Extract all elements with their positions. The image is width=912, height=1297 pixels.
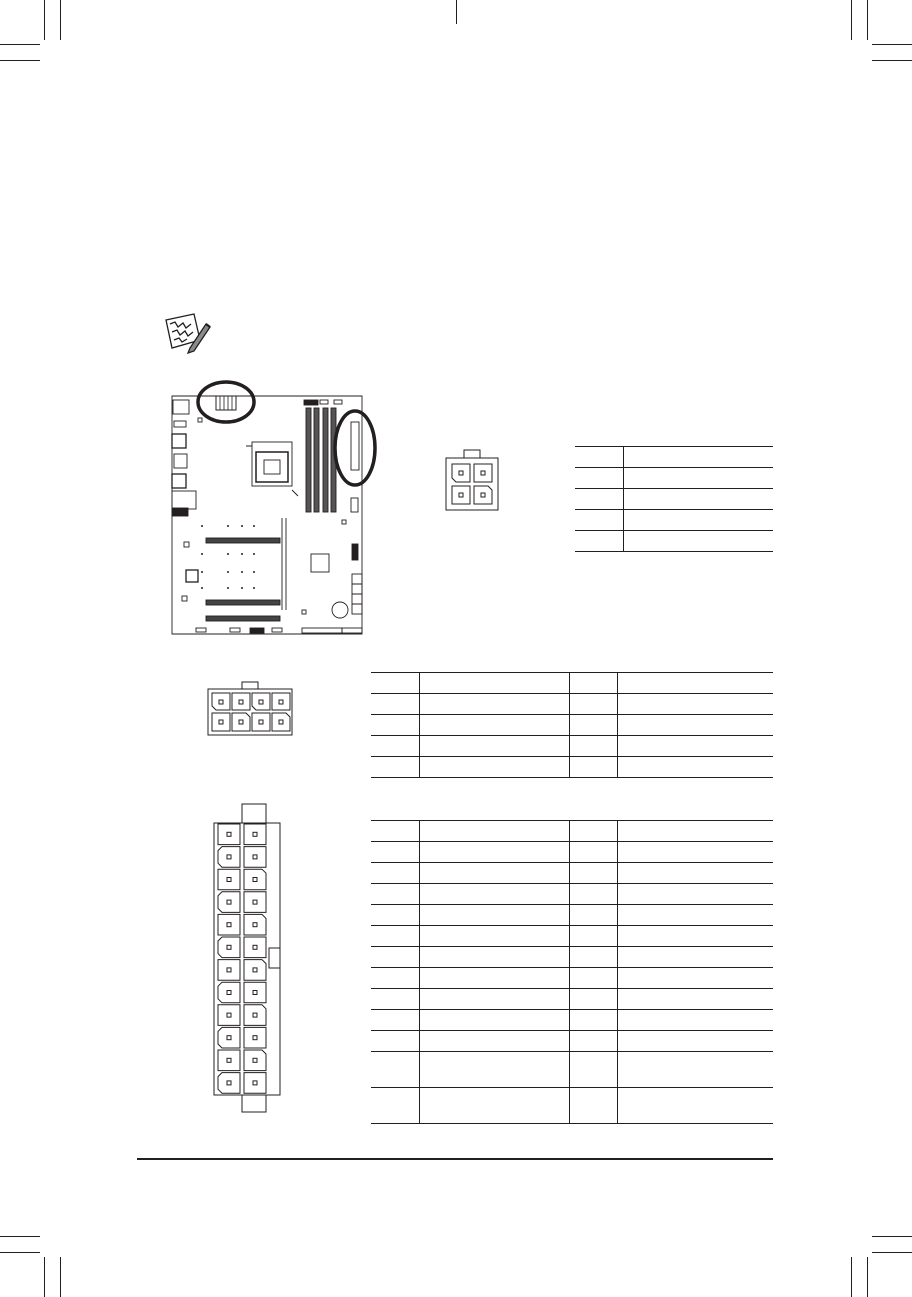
table-row: [371, 821, 773, 842]
connector-pin: [218, 960, 240, 981]
crop-mark-top-right-h: [872, 44, 912, 45]
connector-pin-contact: [253, 1081, 257, 1085]
connector-pin: [244, 824, 266, 845]
table-row: [371, 842, 773, 863]
table-row: [371, 1088, 773, 1124]
table-cell: [371, 1088, 419, 1124]
connector-pin: [244, 1073, 266, 1094]
table-cell: [371, 989, 419, 1010]
table-cell: [569, 989, 617, 1010]
table-cell: [575, 447, 623, 468]
table-cell: [419, 884, 569, 905]
table-cell: [371, 715, 419, 736]
note-pencil-icon: [160, 310, 212, 354]
table-cell: [371, 673, 419, 694]
connector-pin: [218, 937, 240, 958]
table-cell: [617, 1088, 773, 1124]
table-cell: [569, 1052, 617, 1088]
table-cell: [617, 1010, 773, 1031]
table-cell: [419, 989, 569, 1010]
connector-pin-contact: [253, 832, 257, 836]
table-cell: [419, 863, 569, 884]
table-cell: [617, 1031, 773, 1052]
table-cell: [623, 510, 773, 531]
table-cell: [569, 821, 617, 842]
crop-mark-top-left-h: [0, 44, 40, 45]
table-cell: [419, 1010, 569, 1031]
table-cell: [419, 842, 569, 863]
table-row: [371, 1052, 773, 1088]
table-cell: [419, 715, 569, 736]
table-cell: [371, 1052, 419, 1088]
table-row: [371, 757, 773, 778]
crop-mark-top-left-v: [44, 0, 45, 40]
table-cell: [569, 968, 617, 989]
table-cell: [419, 1088, 569, 1124]
connector-pin: [244, 1050, 266, 1071]
table-cell: [371, 736, 419, 757]
connector-pin-contact: [227, 1036, 231, 1040]
connector-pin-contact: [227, 1081, 231, 1085]
table-cell: [617, 926, 773, 947]
table-cell: [371, 842, 419, 863]
connector-pin: [218, 869, 240, 890]
connector-pin-contact: [227, 855, 231, 859]
table-row: [575, 531, 773, 552]
crop-mark-top-left-h2: [0, 60, 40, 61]
table-row: [575, 510, 773, 531]
atx-12v-2x4-connector-diagram: [206, 680, 296, 738]
connector-pin-contact: [253, 855, 257, 859]
table-row: [575, 468, 773, 489]
table-cell: [371, 694, 419, 715]
connector-pin: [244, 1027, 266, 1048]
table-cell: [617, 905, 773, 926]
connector-pin-contact: [253, 1036, 257, 1040]
table-cell: [419, 1031, 569, 1052]
connector-pin-contact: [253, 991, 257, 995]
crop-mark-bottom-left-v: [44, 1257, 45, 1297]
connector-pin: [218, 824, 240, 845]
connector-pin-contact: [227, 900, 231, 904]
table-cell: [623, 447, 773, 468]
table-cell: [371, 1010, 419, 1031]
table-cell: [617, 968, 773, 989]
table-cell: [569, 926, 617, 947]
table-cell: [419, 757, 569, 778]
table-cell: [569, 694, 617, 715]
table-cell: [371, 757, 419, 778]
table-row: [371, 989, 773, 1010]
table-cell: [575, 510, 623, 531]
connector-pin-contact: [227, 1058, 231, 1062]
table-cell: [419, 905, 569, 926]
table-cell: [419, 926, 569, 947]
table-cell: [419, 694, 569, 715]
crop-mark-bottom-left-v2: [60, 1257, 61, 1297]
pin-table-atx-12v-2x4: [371, 672, 773, 778]
connector-pin: [244, 914, 266, 935]
highlight-ellipse: [198, 382, 254, 422]
connector-pin: [218, 914, 240, 935]
connector-pin-contact: [253, 1058, 257, 1062]
table-cell: [419, 821, 569, 842]
table-cell: [623, 489, 773, 510]
table-row: [371, 673, 773, 694]
connector-pin: [218, 1073, 240, 1094]
table-cell: [617, 989, 773, 1010]
crop-mark-top-right-h2: [872, 60, 912, 61]
table-cell: [371, 968, 419, 989]
table-row: [371, 863, 773, 884]
table-cell: [617, 694, 773, 715]
connector-pin-contact: [227, 878, 231, 882]
connector-pin-contact: [227, 945, 231, 949]
table-cell: [569, 1010, 617, 1031]
connector-pin: [244, 960, 266, 981]
table-row: [371, 736, 773, 757]
table-cell: [371, 863, 419, 884]
table-cell: [569, 947, 617, 968]
table-cell: [371, 905, 419, 926]
table-cell: [575, 531, 623, 552]
connector-pin: [218, 1027, 240, 1048]
table-row: [371, 905, 773, 926]
atx-12v-2x2-connector-diagram: [444, 448, 500, 512]
connector-pin: [218, 1050, 240, 1071]
table-cell: [569, 673, 617, 694]
table-cell: [371, 884, 419, 905]
crop-mark-bottom-right-v2: [867, 1257, 868, 1297]
table-cell: [569, 1031, 617, 1052]
table-cell: [569, 715, 617, 736]
table-cell: [617, 673, 773, 694]
table-row: [575, 489, 773, 510]
crop-mark-bottom-right-v: [851, 1257, 852, 1297]
crop-mark-top-right-v: [851, 0, 852, 40]
table-cell: [617, 821, 773, 842]
crop-mark-top-left-v2: [60, 0, 61, 40]
connector-pin: [218, 982, 240, 1003]
connector-pin: [244, 982, 266, 1003]
connector-pin-contact: [253, 968, 257, 972]
connector-pin-contact: [253, 878, 257, 882]
table-cell: [617, 1052, 773, 1088]
table-row: [371, 1010, 773, 1031]
connector-pin-contact: [253, 1013, 257, 1017]
connector-pin: [244, 1005, 266, 1026]
table-cell: [569, 736, 617, 757]
table-cell: [371, 926, 419, 947]
table-cell: [419, 736, 569, 757]
pin-table-atx-2x12: [371, 820, 773, 1124]
connector-pin: [244, 937, 266, 958]
table-row: [371, 694, 773, 715]
table-row: [575, 447, 773, 468]
table-cell: [569, 1088, 617, 1124]
pin-table-atx-12v-2x2: [575, 446, 773, 552]
connector-pin-contact: [253, 900, 257, 904]
table-cell: [617, 863, 773, 884]
connector-pin: [244, 892, 266, 913]
crop-mark-top-right-v2: [867, 0, 868, 40]
atx-2x12-connector-diagram: [212, 802, 284, 1116]
crop-mark-top-center: [456, 0, 457, 24]
table-cell: [575, 468, 623, 489]
table-cell: [623, 468, 773, 489]
table-cell: [419, 947, 569, 968]
connector-pin-contact: [227, 923, 231, 927]
table-cell: [569, 757, 617, 778]
crop-mark-bottom-left-h2: [0, 1252, 40, 1253]
connector-pin-contact: [227, 1013, 231, 1017]
table-row: [371, 968, 773, 989]
connector-pin: [218, 847, 240, 868]
table-cell: [623, 531, 773, 552]
table-row: [371, 884, 773, 905]
table-cell: [371, 821, 419, 842]
crop-mark-bottom-right-h: [872, 1236, 912, 1237]
table-cell: [419, 968, 569, 989]
connector-pin: [218, 892, 240, 913]
connector-pin: [244, 847, 266, 868]
table-cell: [575, 489, 623, 510]
table-row: [371, 947, 773, 968]
connector-pin-contact: [253, 945, 257, 949]
crop-mark-bottom-left-h: [0, 1236, 40, 1237]
connector-pin: [218, 1005, 240, 1026]
table-cell: [617, 715, 773, 736]
connector-pin-contact: [227, 991, 231, 995]
table-cell: [617, 757, 773, 778]
table-row: [371, 1031, 773, 1052]
table-cell: [419, 1052, 569, 1088]
table-cell: [617, 736, 773, 757]
table-cell: [569, 905, 617, 926]
table-cell: [617, 884, 773, 905]
connector-pin-contact: [253, 923, 257, 927]
table-cell: [371, 1031, 419, 1052]
footer-rule: [137, 1158, 773, 1160]
motherboard-layout-diagram: [158, 378, 384, 640]
table-row: [371, 715, 773, 736]
table-cell: [569, 842, 617, 863]
table-cell: [617, 842, 773, 863]
crop-mark-bottom-right-h2: [872, 1252, 912, 1253]
connector-pin: [244, 869, 266, 890]
table-cell: [569, 863, 617, 884]
table-cell: [617, 947, 773, 968]
table-cell: [419, 673, 569, 694]
connector-pin-contact: [227, 832, 231, 836]
table-cell: [569, 884, 617, 905]
connector-pin-contact: [227, 968, 231, 972]
table-row: [371, 926, 773, 947]
table-cell: [371, 947, 419, 968]
